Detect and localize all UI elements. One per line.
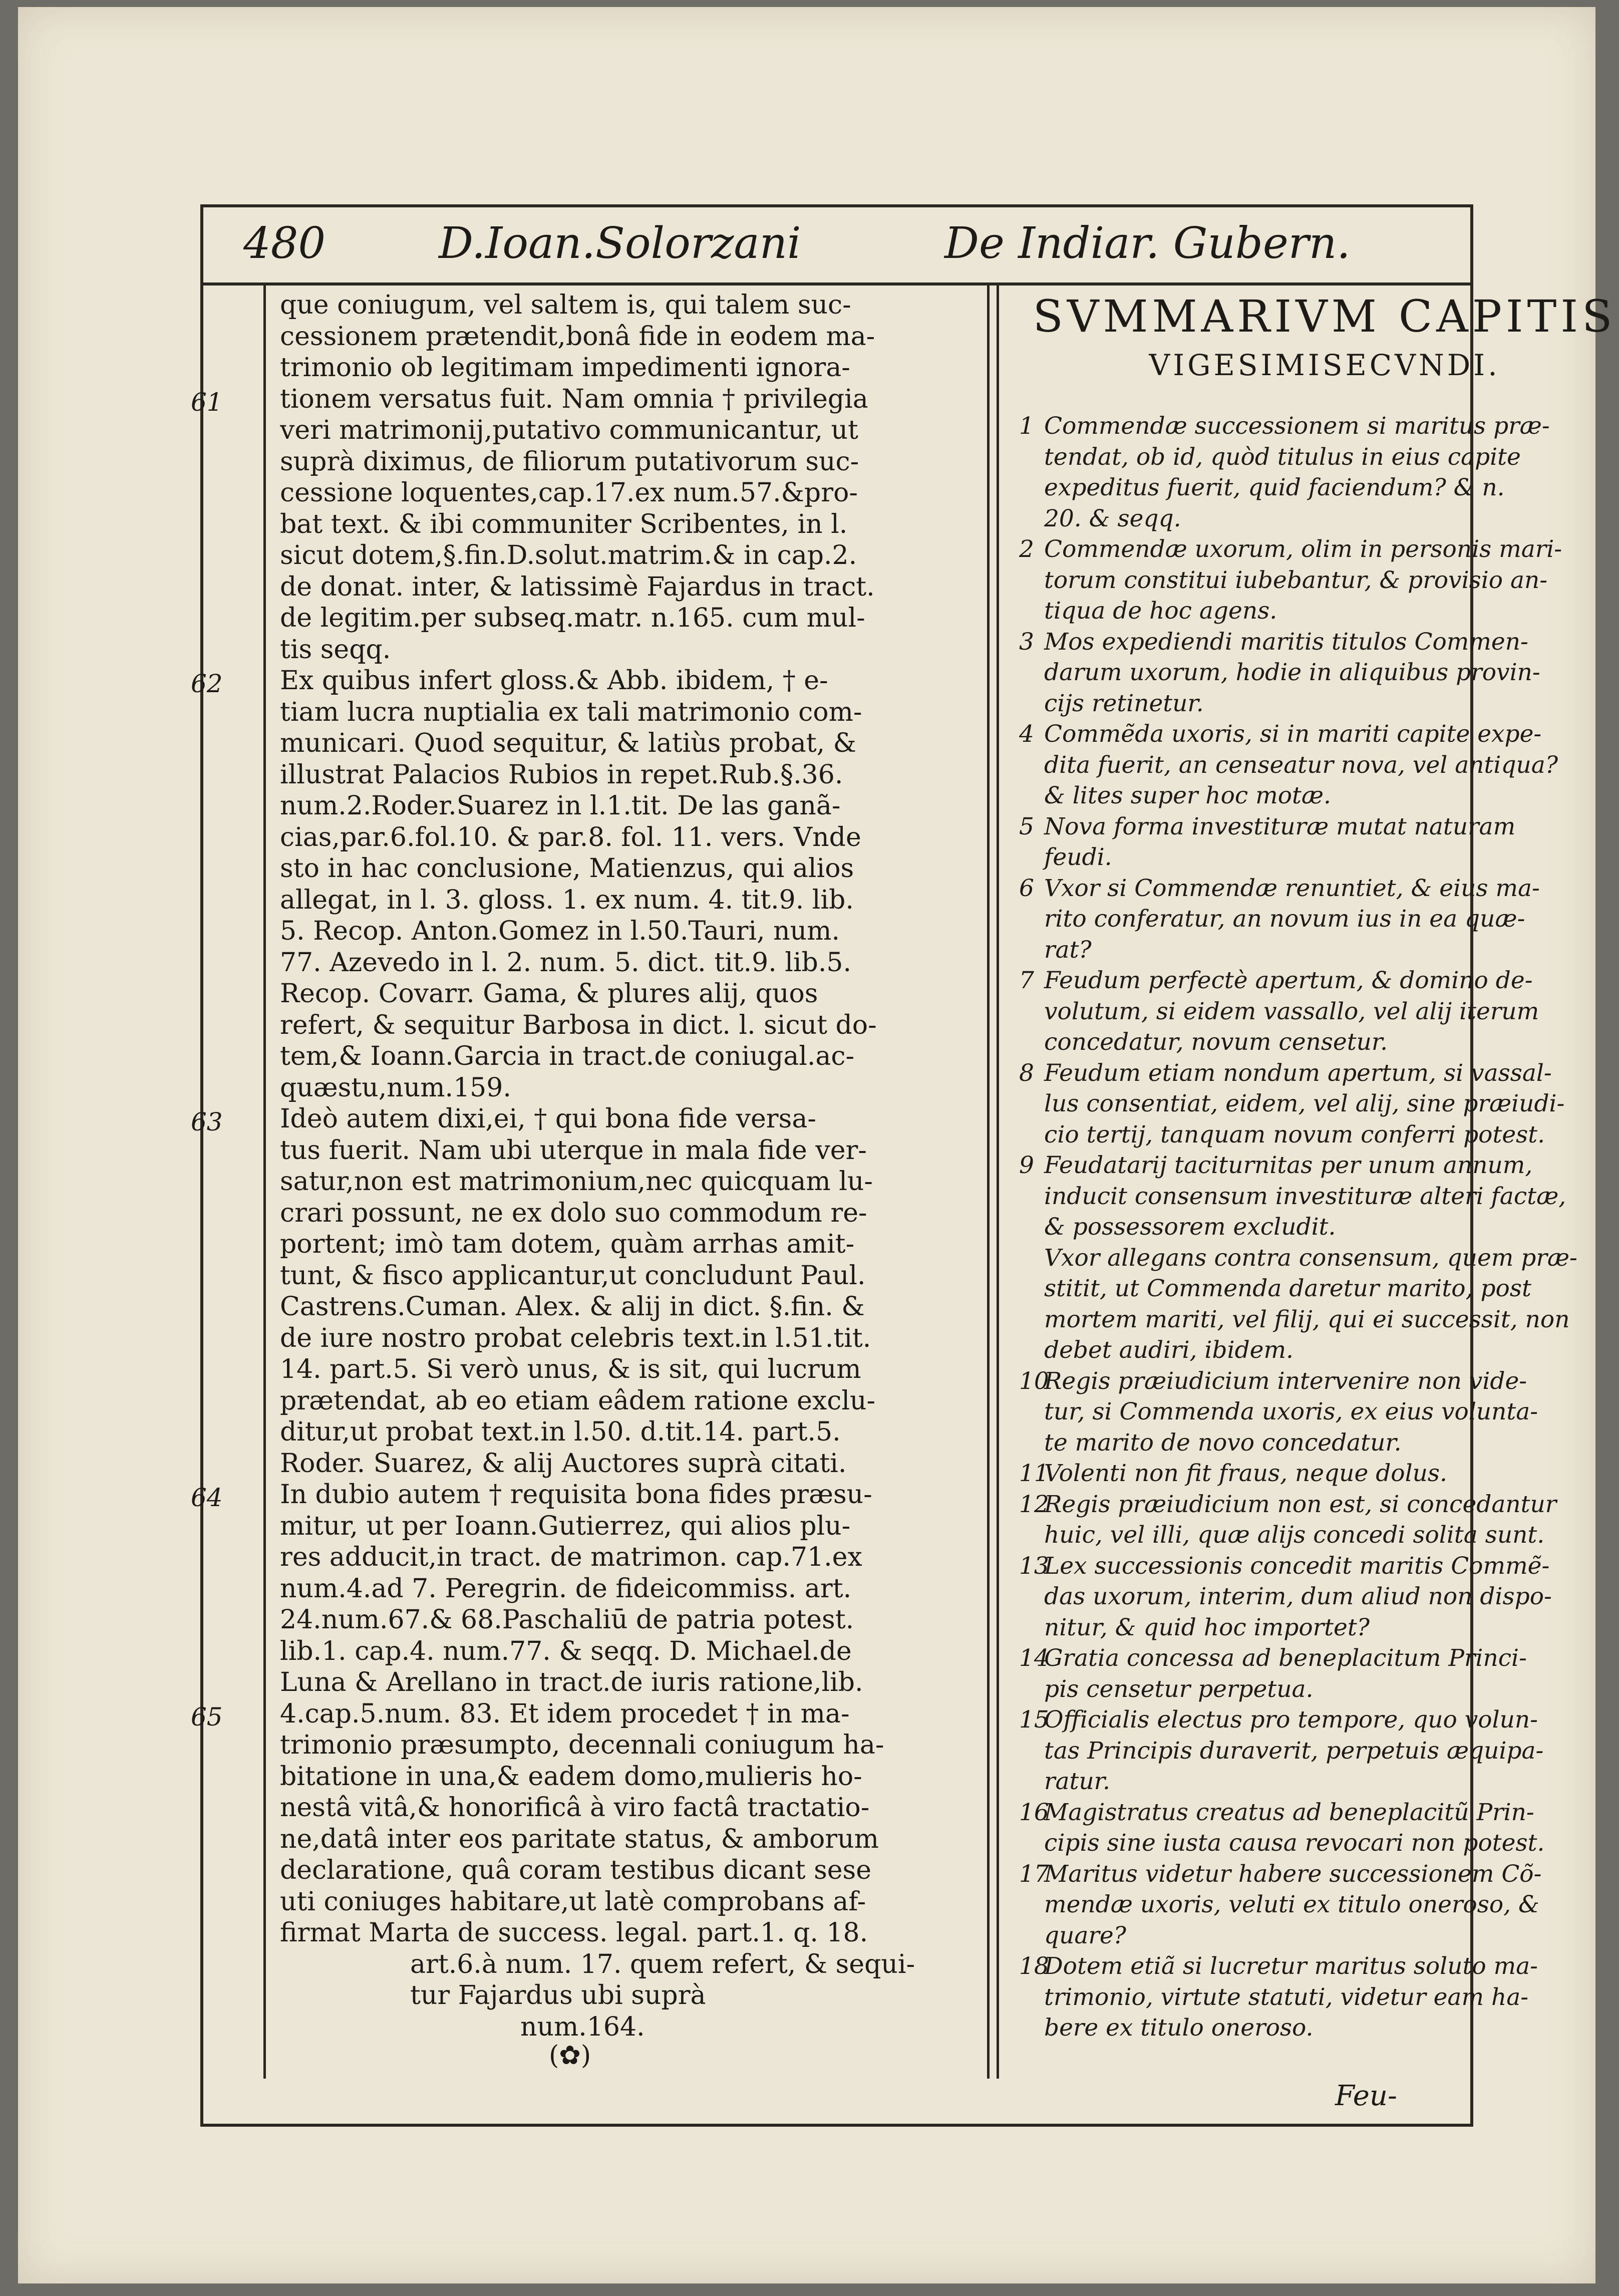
text-line: 77. Azevedo in l. 2. num. 5. dict. tit.9. lib.5. [280, 947, 851, 978]
text-line: Recop. Covarr. Gama, & plures alij, quos [280, 979, 818, 1009]
summary-item-number: 13 [1019, 1552, 1049, 1580]
summary-line [1019, 719, 1619, 750]
summary-item-text: Regis præiudicium non est, si concedantur [1044, 1490, 1557, 1518]
text-line: bitatione in una,& eadem domo,mulieris ho- [280, 1761, 862, 1792]
text-line: veri matrimonij,putativo communicantur, ut [280, 415, 858, 445]
summary-line [1019, 1396, 1619, 1427]
summary-subtitle: VIGESIMISECVNDI. [1149, 348, 1500, 382]
summary-line [1019, 1366, 1619, 1397]
summary-item-text: volutum, si eidem vassallo, vel alij iterum [1044, 997, 1539, 1025]
text-line: prætendat, ab eo etiam eâdem ratione exclu- [280, 1385, 876, 1416]
margin-number: 65 [191, 1702, 223, 1732]
text-line: firmat Marta de success. legal. part.1. q. 18. [280, 1918, 868, 1948]
text-line: crari possunt, ne ex dolo suo commodum re- [280, 1198, 867, 1228]
summary-item-text: quare? [1044, 1921, 1126, 1949]
summary-line [1019, 1951, 1619, 1982]
text-line: de iure nostro probat celebris text.in l.51.tit. [280, 1323, 871, 1353]
text-line: 4.cap.5.num. 83. Et idem procedet † in ma- [280, 1698, 850, 1729]
text-line: In dubio autem † requisita bona fides præsu- [280, 1480, 872, 1510]
summary-item-number: 14 [1019, 1644, 1049, 1672]
work-title-header: De Indiar. Gubern. [944, 218, 1351, 268]
text-line: de legitim.per subseq.matr. n.165. cum mul- [280, 603, 865, 633]
summary-item-text: cijs retinetur. [1044, 689, 1204, 717]
text-line: allegat, in l. 3. gloss. 1. ex num. 4. tit.9. lib. [280, 885, 854, 915]
summary-line [1019, 1643, 1619, 1674]
summary-line [1019, 472, 1619, 503]
text-line: tunt, & fisco applicantur,ut concludunt Paul. [280, 1260, 866, 1291]
summary-line [1019, 1181, 1619, 1212]
summary-line [1019, 1027, 1619, 1058]
text-line: uti coniuges habitare,ut latè comprobans af- [280, 1886, 866, 1917]
summary-line [1019, 1335, 1619, 1366]
text-line: num.4.ad 7. Peregrin. de fideicommiss. art. [280, 1573, 852, 1604]
summary-line [1019, 1797, 1619, 1828]
summary-item-number: 9 [1019, 1152, 1034, 1179]
text-line: cessionem prætendit,bonâ fide in eodem ma- [280, 321, 875, 352]
summary-line [1019, 627, 1619, 658]
summary-item-text: Magistratus creatus ad beneplacitũ Prin- [1044, 1798, 1534, 1826]
summary-line [1019, 596, 1619, 627]
text-line: 5. Recop. Anton.Gomez in l.50.Tauri, num. [280, 916, 840, 946]
summary-item-text: pis censetur perpetua. [1044, 1675, 1314, 1703]
summary-line [1019, 1859, 1619, 1890]
summary-line [1019, 1458, 1619, 1489]
summary-line [1019, 503, 1619, 534]
margin-number: 61 [191, 387, 223, 417]
summary-item-text: tendat, ob id, quòd titulus in eius capite [1044, 443, 1521, 471]
catchword: Feu- [1335, 2080, 1397, 2112]
summary-text [1019, 411, 1619, 2044]
summary-item-text: Dotem etiã si lucretur maritus soluto ma- [1044, 1952, 1538, 1980]
summary-line [1019, 996, 1619, 1027]
summary-line [1019, 1520, 1619, 1551]
text-line: tiam lucra nuptialia ex tali matrimonio com- [280, 697, 862, 727]
summary-line [1019, 965, 1619, 996]
margin-number: 62 [191, 669, 223, 698]
text-line: satur,non est matrimonium,nec quicquam lu- [280, 1167, 873, 1197]
book-page [18, 7, 1616, 2283]
summary-line [1019, 442, 1619, 473]
summary-line [1019, 1704, 1619, 1736]
summary-line [1019, 750, 1619, 781]
text-line: 24.num.67.& 68.Paschaliū de patria potest. [280, 1605, 854, 1635]
summary-item-text: mortem mariti, vel filij, qui ei successit, non [1044, 1305, 1570, 1333]
summary-item-text: Commendæ uxorum, olim in personis mari- [1044, 535, 1562, 563]
summary-item-text: & lites super hoc motæ. [1044, 782, 1331, 809]
text-line: declaratione, quâ coram testibus dicant sese [280, 1855, 872, 1885]
summary-item-text: Feudatarij taciturnitas per unum annum, [1044, 1152, 1533, 1179]
summary-item-number: 7 [1019, 967, 1034, 994]
summary-line [1019, 904, 1619, 935]
summary-item-text: Feudum perfectè apertum, & domino de- [1044, 967, 1533, 994]
summary-item-text: tiqua de hoc agens. [1044, 597, 1277, 625]
summary-item-number: 8 [1019, 1059, 1034, 1087]
summary-item-text: rat? [1044, 936, 1092, 964]
summary-item-number: 2 [1019, 535, 1034, 563]
page-frame [191, 204, 1616, 2127]
text-line: 14. part.5. Si verò unus, & is sit, qui lucrum [280, 1354, 861, 1384]
author-header: D.Ioan.Solorzani [439, 218, 801, 268]
text-line: num.164. [520, 2012, 645, 2042]
summary-item-number: 12 [1019, 1490, 1049, 1518]
text-line: sto in hac conclusione, Matienzus, qui alios [280, 853, 854, 884]
summary-line [1019, 1150, 1619, 1181]
summary-item-text: stitit, ut Commenda daretur marito, post [1044, 1275, 1531, 1302]
summary-item-text: Officialis electus pro tempore, quo volun- [1044, 1706, 1538, 1734]
text-line: Ideò autem dixi,ei, † qui bona fide versa- [280, 1104, 816, 1134]
summary-item-text: Vxor allegans contra consensum, quem præ- [1044, 1244, 1577, 1272]
summary-item-text: & possessorem excludit. [1044, 1213, 1336, 1241]
summary-item-number: 3 [1019, 628, 1034, 656]
summary-item-text: inducit consensum investituræ alteri factæ, [1044, 1182, 1566, 1210]
summary-item-text: rito conferatur, an novum ius in ea quæ- [1044, 905, 1525, 933]
text-line: Castrens.Cuman. Alex. & alij in dict. §.fin. & [280, 1292, 865, 1322]
summary-item-text: Commẽda uxoris, si in mariti capite expe- [1044, 720, 1542, 748]
summary-item-number: 11 [1019, 1460, 1049, 1487]
summary-item-text: Commendæ successionem si maritus præ- [1044, 412, 1550, 440]
summary-title: SVMMARIVM CAPITIS [1033, 291, 1616, 342]
summary-item-number: 6 [1019, 874, 1034, 902]
text-line: de donat. inter, & latissimè Fajardus in tract. [280, 571, 875, 602]
summary-line [1019, 565, 1619, 596]
summary-item-text: torum constitui iubebantur, & provisio an- [1044, 566, 1548, 594]
summary-line [1019, 1119, 1619, 1151]
summary-item-number: 15 [1019, 1706, 1049, 1734]
summary-item-text: concedatur, novum censetur. [1044, 1028, 1388, 1056]
summary-line [1019, 1243, 1619, 1274]
summary-item-text: Maritus videtur habere successionem Cõ- [1044, 1860, 1542, 1888]
summary-item-text: 20. & seqq. [1044, 504, 1181, 532]
summary-line [1019, 1612, 1619, 1643]
text-line: num.2.Roder.Suarez in l.1.tit. De las ganã- [280, 791, 841, 821]
summary-item-text: trimonio, virtute statuti, videtur eam ha- [1044, 1983, 1529, 2011]
summary-item-number: 5 [1019, 812, 1034, 840]
summary-line [1019, 1304, 1619, 1335]
summary-line [1019, 1551, 1619, 1582]
text-line: cias,par.6.fol.10. & par.8. fol. 11. vers. Vnde [280, 822, 861, 852]
summary-item-text: Feudum etiam nondum apertum, si vassal- [1044, 1059, 1552, 1087]
text-line: res adducit,in tract. de matrimon. cap.71.ex [280, 1542, 862, 1572]
summary-line [1019, 2013, 1619, 2044]
summary-line [1019, 1212, 1619, 1243]
summary-line [1019, 780, 1619, 811]
summary-column [997, 285, 1619, 2079]
summary-item-text: ratur. [1044, 1768, 1110, 1795]
summary-item-text: expeditus fuerit, quid faciendum? & n. [1044, 474, 1505, 501]
summary-item-text: das uxorum, interim, dum aliud non dispo- [1044, 1583, 1552, 1610]
text-line: tus fuerit. Nam ubi uterque in mala fide ver- [280, 1135, 867, 1166]
text-line: suprà diximus, de filiorum putativorum suc- [280, 446, 859, 477]
text-line: trimonio ob legitimam impedimenti ignora- [280, 353, 850, 383]
summary-item-text: feudi. [1044, 843, 1112, 871]
summary-item-text: bere ex titulo oneroso. [1044, 2014, 1314, 2042]
summary-line [1019, 1427, 1619, 1459]
summary-item-text: tas Principis duraverit, perpetuis æquipa- [1044, 1737, 1544, 1765]
left-column-text [280, 290, 976, 2043]
summary-item-text: cio tertij, tanquam novum conferri potest. [1044, 1120, 1545, 1149]
summary-line [1019, 411, 1619, 442]
text-line: tis seqq. [280, 634, 391, 665]
page-number: 480 [243, 218, 326, 268]
text-line: nestâ vitâ,& honorificâ à viro factâ tractatio- [280, 1793, 870, 1823]
summary-item-text: te marito de novo concedatur. [1044, 1428, 1402, 1457]
summary-item-text: Nova forma investituræ mutat naturam [1044, 812, 1516, 840]
summary-item-text: Lex successionis concedit maritis Commẽ- [1044, 1552, 1550, 1580]
summary-item-text: Volenti non fit fraus, neque dolus. [1044, 1460, 1447, 1487]
summary-item-number: 16 [1019, 1798, 1049, 1826]
summary-item-number: 10 [1019, 1367, 1049, 1395]
summary-line [1019, 1273, 1619, 1304]
summary-item-text: Gratia concessa ad beneplacitum Princi- [1044, 1644, 1527, 1672]
summary-line [1019, 1581, 1619, 1612]
summary-line [1019, 1889, 1619, 1920]
text-line: Ex quibus infert gloss.& Abb. ibidem, † e- [280, 666, 828, 696]
summary-item-text: Regis præiudicium intervenire non vide- [1044, 1367, 1527, 1395]
summary-item-number: 17 [1019, 1860, 1049, 1888]
summary-line [1019, 1088, 1619, 1119]
summary-item-text: mendæ uxoris, veluti ex titulo oneroso, & [1044, 1891, 1539, 1918]
margin-number: 63 [191, 1107, 223, 1136]
summary-line [1019, 1736, 1619, 1767]
summary-item-text: Vxor si Commendæ renuntiet, & eius ma- [1044, 874, 1540, 902]
text-line: lib.1. cap.4. num.77. & seqq. D. Michael.de [280, 1636, 852, 1666]
text-line: tem,& Ioann.Garcia in tract.de coniugal.ac- [280, 1041, 855, 1071]
summary-item-text: nitur, & quid hoc importet? [1044, 1613, 1370, 1641]
text-line: que coniugum, vel saltem is, qui talem suc- [280, 290, 851, 320]
summary-item-text: Mos expediendi maritis titulos Commen- [1044, 628, 1528, 656]
text-line: portent; imò tam dotem, quàm arrhas amit- [280, 1229, 855, 1259]
summary-item-text: huic, vel illi, quæ alijs concedi solita sunt. [1044, 1521, 1545, 1549]
text-line: Luna & Arellano in tract.de iuris ratione,lib. [280, 1667, 863, 1697]
summary-line [1019, 1920, 1619, 1951]
text-line: refert, & sequitur Barbosa in dict. l. sicut do- [280, 1010, 877, 1040]
summary-line [1019, 534, 1619, 565]
summary-line [1019, 1828, 1619, 1859]
text-line: tionem versatus fuit. Nam omnia † privilegia [280, 384, 868, 414]
summary-item-text: darum uxorum, hodie in aliquibus provin- [1044, 659, 1540, 686]
text-line: art.6.à num. 17. quem refert, & sequi- [410, 1949, 915, 1979]
summary-item-text: lus consentiat, eidem, vel alij, sine præiudi- [1044, 1090, 1565, 1117]
running-head [203, 207, 1470, 285]
summary-line [1019, 1766, 1619, 1797]
text-line: Roder. Suarez, & alij Auctores suprà citati. [280, 1448, 847, 1479]
text-line: illustrat Palacios Rubios in repet.Rub.§.36. [280, 759, 843, 790]
fleuron-ornament: (✿) [549, 2041, 591, 2071]
summary-line [1019, 1058, 1619, 1089]
summary-line [1019, 688, 1619, 719]
text-line: bat text. & ibi communiter Scribentes, in l. [280, 509, 848, 539]
text-line: sicut dotem,§.fin.D.solut.matrim.& in cap.2. [280, 540, 857, 570]
summary-item-number: 4 [1019, 720, 1034, 748]
summary-line [1019, 842, 1619, 873]
summary-line [1019, 811, 1619, 842]
summary-line [1019, 1489, 1619, 1520]
text-line: trimonio præsumpto, decennali coniugum ha- [280, 1730, 884, 1760]
text-line: ne,datâ inter eos paritate status, & amborum [280, 1824, 879, 1854]
text-line: cessione loquentes,cap.17.ex num.57.&pro- [280, 478, 858, 508]
summary-item-text: dita fuerit, an censeatur nova, vel antiqua? [1044, 751, 1558, 779]
summary-line [1019, 935, 1619, 966]
left-text-column [191, 285, 990, 2079]
summary-item-text: cipis sine iusta causa revocari non potest. [1044, 1829, 1545, 1857]
text-line: municari. Quod sequitur, & latiùs probat, & [280, 728, 856, 758]
text-line: mitur, ut per Ioann.Gutierrez, qui alios plu- [280, 1511, 851, 1541]
summary-item-text: debet audiri, ibidem. [1044, 1336, 1293, 1364]
summary-line [1019, 873, 1619, 904]
text-line: ditur,ut probat text.in l.50. d.tit.14. part.5. [280, 1417, 841, 1447]
summary-line [1019, 1982, 1619, 2013]
summary-item-number: 1 [1019, 412, 1034, 440]
summary-item-number: 18 [1019, 1952, 1049, 1980]
summary-item-text: tur, si Commenda uxoris, ex eius volunta- [1044, 1398, 1538, 1425]
text-line: tur Fajardus ubi suprà [410, 1980, 706, 2011]
summary-line [1019, 1674, 1619, 1705]
margin-number: 64 [191, 1483, 223, 1512]
text-line: quæstu,num.159. [280, 1072, 511, 1103]
summary-line [1019, 657, 1619, 688]
